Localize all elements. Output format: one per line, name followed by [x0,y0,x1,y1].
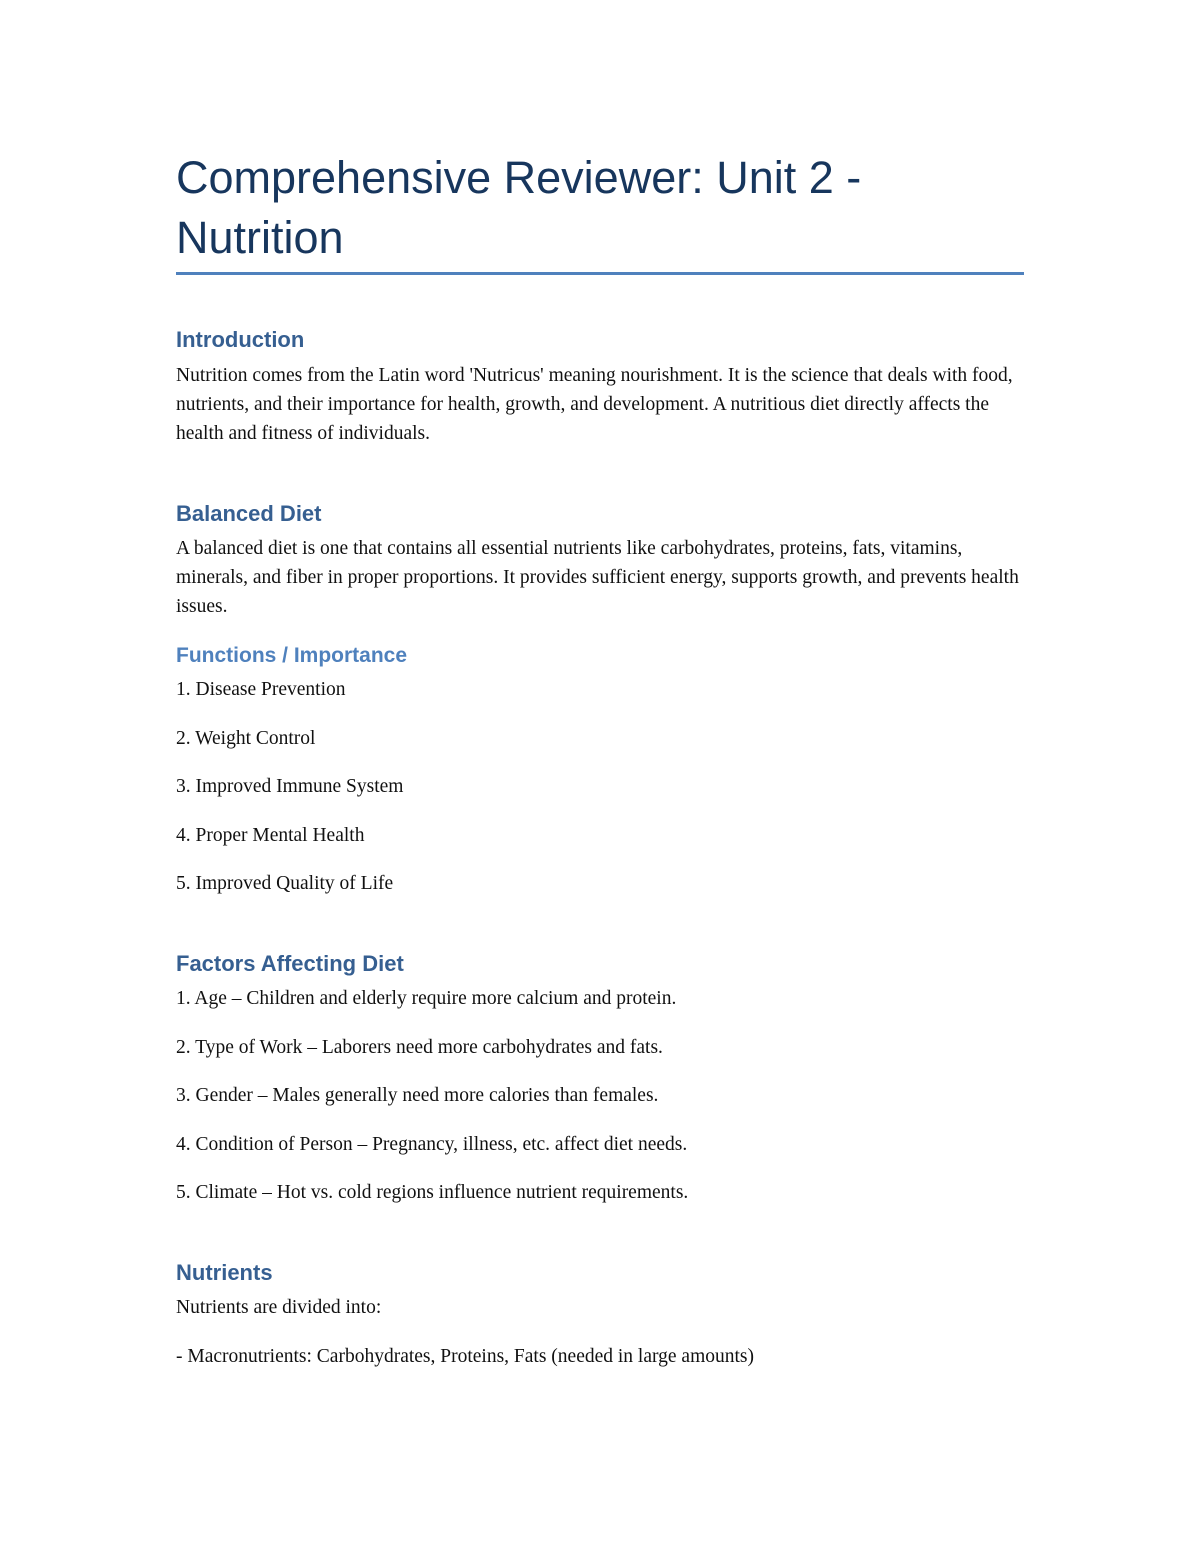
list-item: 5. Improved Quality of Life [176,873,394,894]
title-underline-rule [176,272,1024,275]
balanced-diet-paragraph: A balanced diet is one that contains all essential nutrients like carbohydrates, proteins, fats, vitamins, minerals, and fiber in proper proportions. It provides sufficient energy, supports growth, and prevents health issues. [176,538,1019,617]
list-item: - Macronutrients: Carbohydrates, Proteins, Fats (needed in large amounts) [176,1346,755,1367]
list-item: 5. Climate – Hot vs. cold regions influence nutrient requirements. [176,1182,689,1203]
introduction-paragraph: Nutrition comes from the Latin word 'Nutricus' meaning nourishment. It is the science that deals with food, nutrients, and their importance for health, growth, and development. A nutritious diet directly affects the health and fitness of individuals. [176,365,1013,444]
list-item: 2. Weight Control [176,728,316,749]
list-item: 3. Gender – Males generally need more calories than females. [176,1085,659,1106]
nutrients-intro: Nutrients are divided into: [176,1297,382,1318]
introduction-heading: Introduction [176,327,305,352]
list-item: 1. Disease Prevention [176,679,346,700]
list-item: 3. Improved Immune System [176,776,404,797]
list-item: 1. Age – Children and elderly require more calcium and protein. [176,988,677,1009]
balanced-diet-heading: Balanced Diet [176,501,322,526]
list-item: 2. Type of Work – Laborers need more carbohydrates and fats. [176,1037,663,1058]
list-item: 4. Proper Mental Health [176,825,365,846]
factors-heading: Factors Affecting Diet [176,951,404,976]
page-title: Comprehensive Reviewer: Unit 2 - Nutrition [176,152,862,263]
nutrients-heading: Nutrients [176,1260,273,1285]
list-item: 4. Condition of Person – Pregnancy, illness, etc. affect diet needs. [176,1134,688,1155]
functions-heading: Functions / Importance [176,644,408,667]
